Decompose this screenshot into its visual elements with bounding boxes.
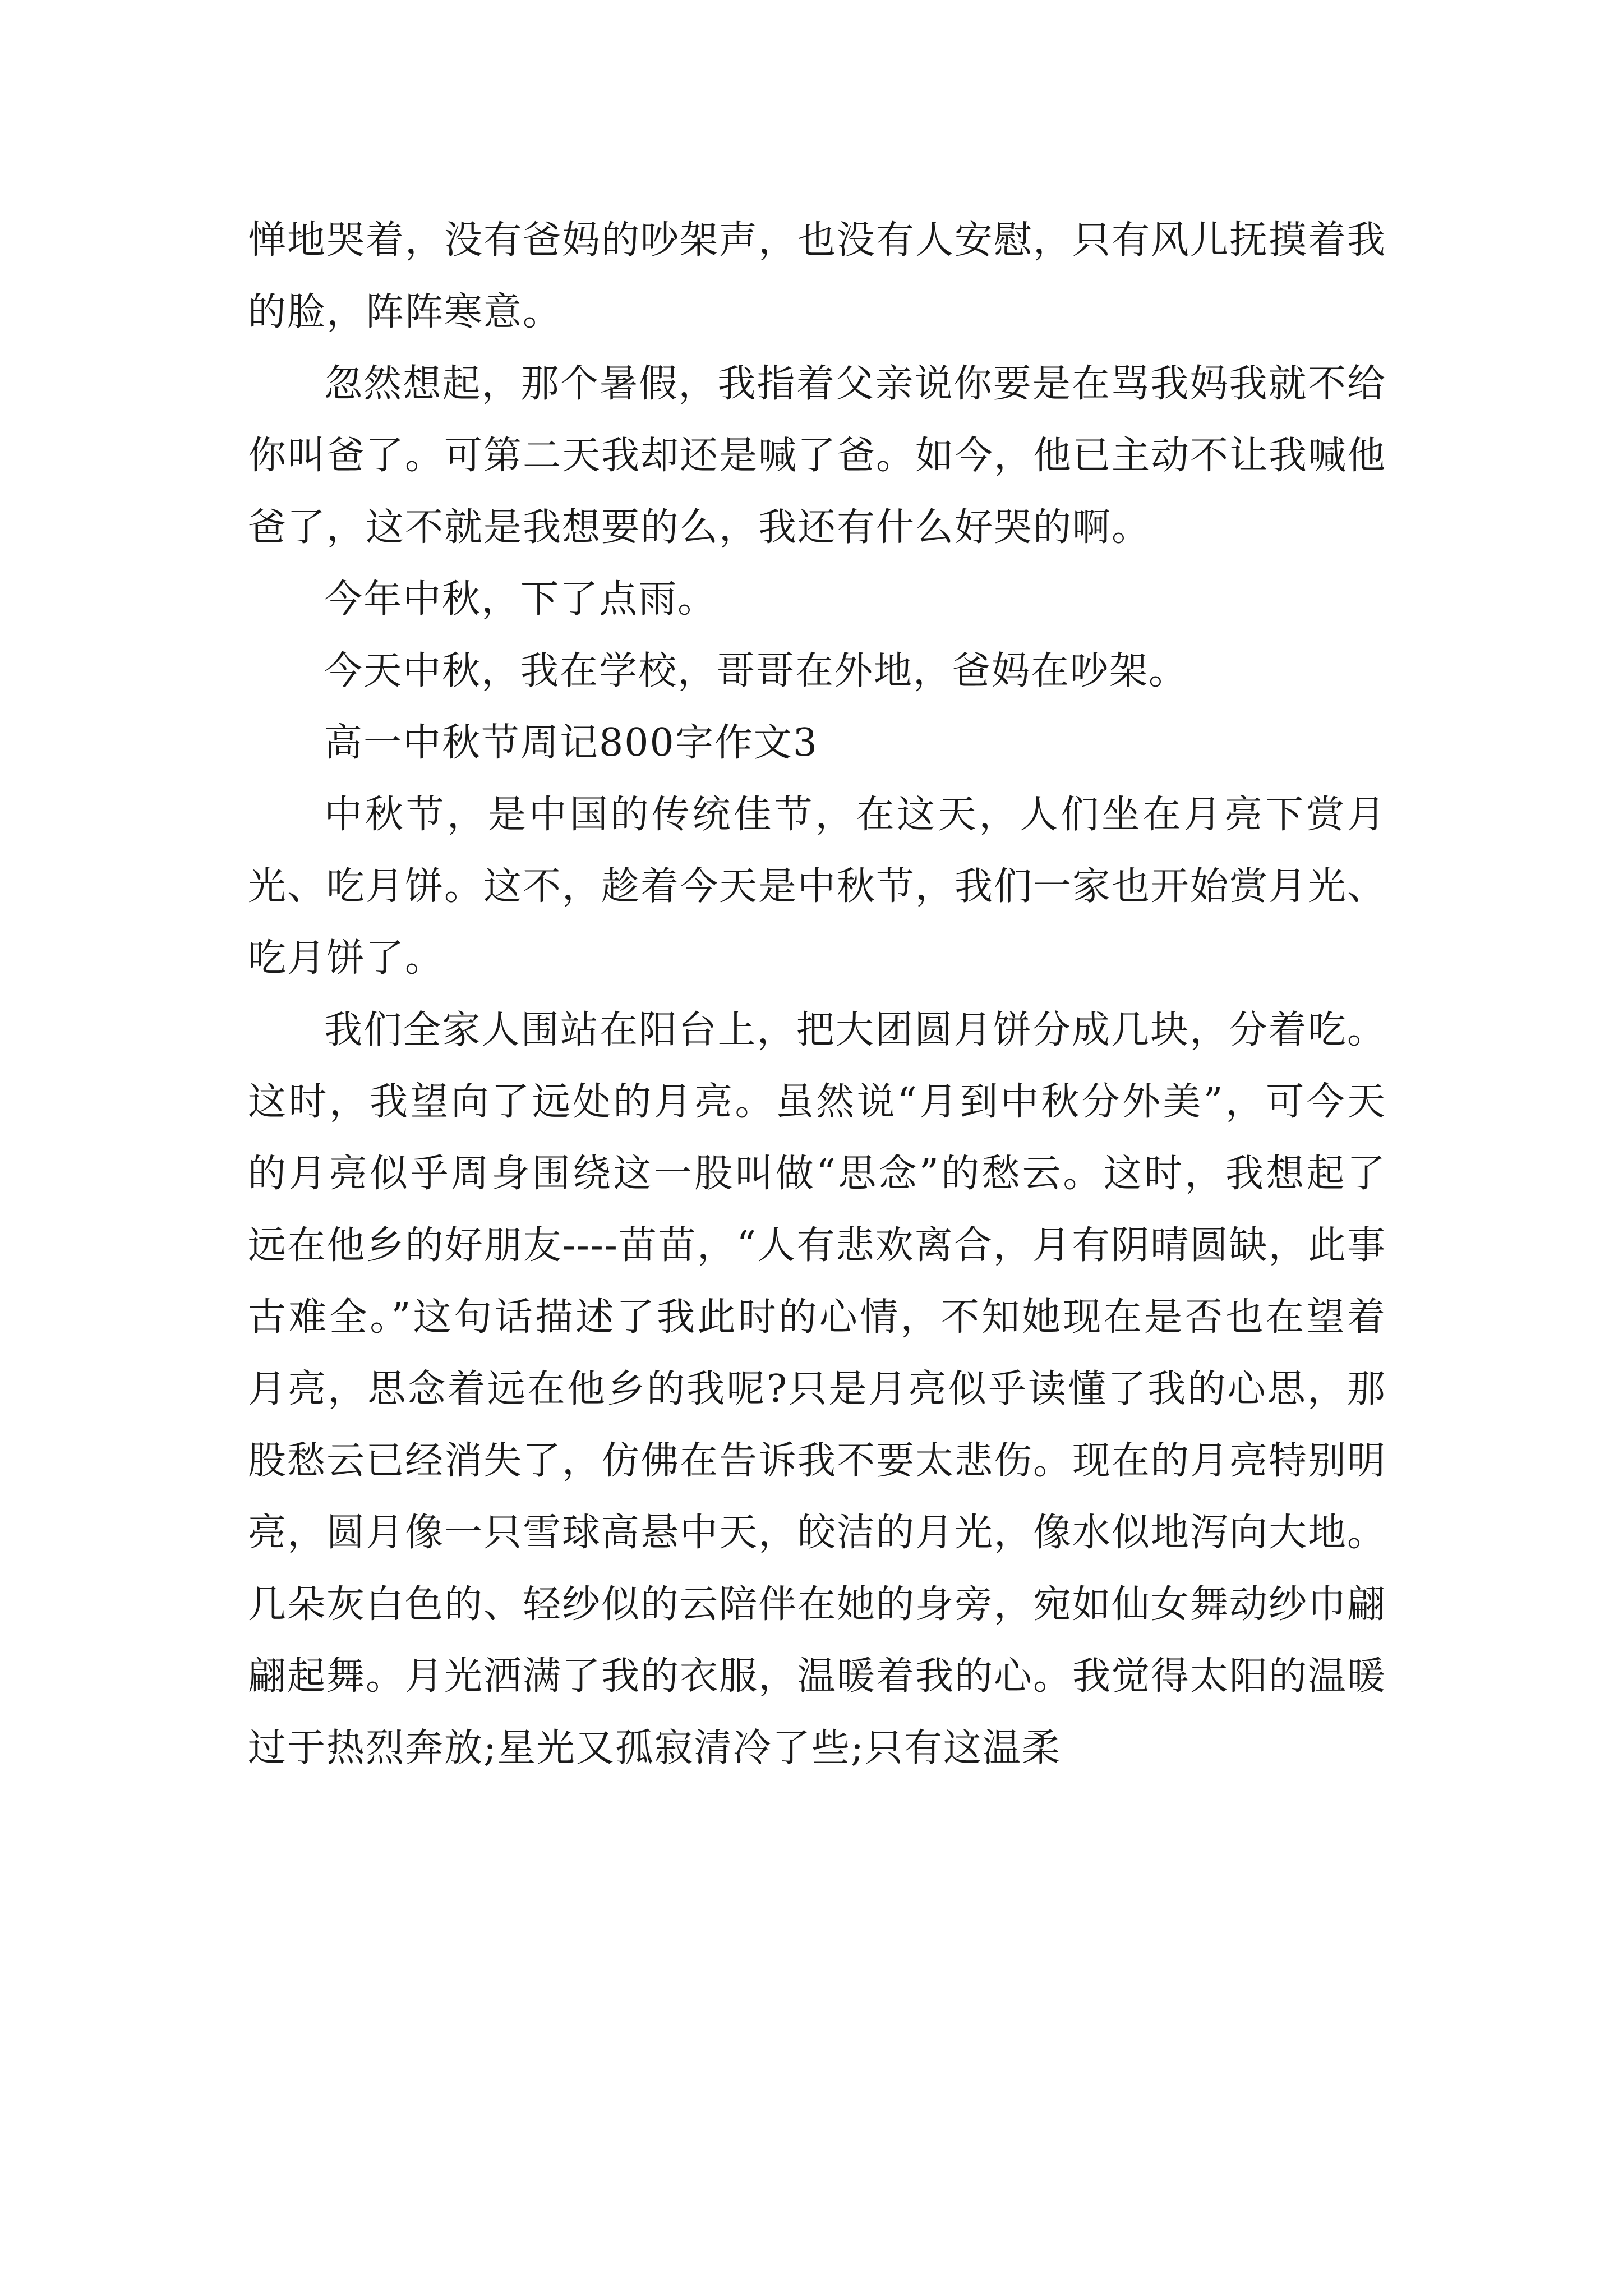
paragraph-6: 我们全家人围站在阳台上，把大团圆月饼分成几块，分着吃。这时，我望向了远处的月亮。虽然说“月到中秋分外美”，可今天的月亮似乎周身围绕这一股叫做“思念”的愁云。这时，我想起了远在他乡的好朋友----苗苗，“人有悲欢离合，月有阴晴圆缺，此事古难全。”这句话描述了我此时的心情，不知她现在是否也在望着月亮，思念着远在他乡的我呢?只是月亮似乎读懂了我的心思，那股愁云已经消失了，仿佛在告诉我不要太悲伤。现在的月亮特别明亮，圆月像一只雪球高悬中天，皎洁的月光，像水似地泻向大地。几朵灰白色的、轻纱似的云陪伴在她的身旁，宛如仙女舞动纱巾翩翩起舞。月光洒满了我的衣服，温暖着我的心。我觉得太阳的温暖过于热烈奔放;星光又孤寂清冷了些;只有这温柔 [248,1008,1387,1770]
paragraph-3: 今年中秋，下了点雨。 [324,577,717,622]
document-body [248,205,1386,1784]
paragraph-2: 忽然想起，那个暑假，我指着父亲说你要是在骂我妈我就不给你叫爸了。可第二天我却还是喊了爸。如今，他已主动不让我喊他爸了，这不就是我想要的么，我还有什么好哭的啊。 [248,362,1387,550]
paragraph-4: 今天中秋，我在学校，哥哥在外地，爸妈在吵架。 [324,649,1188,693]
paragraph-1: 惮地哭着，没有爸妈的吵架声，也没有人安慰，只有风儿抚摸着我的脸，阵阵寒意。 [248,218,1387,334]
paragraph-5: 中秋节，是中国的传统佳节，在这天，人们坐在月亮下赏月光、吃月饼。这不，趁着今天是中秋节，我们一家也开始赏月光、吃月饼了。 [248,793,1387,981]
section-heading: 高一中秋节周记800字作文3 [324,721,819,765]
